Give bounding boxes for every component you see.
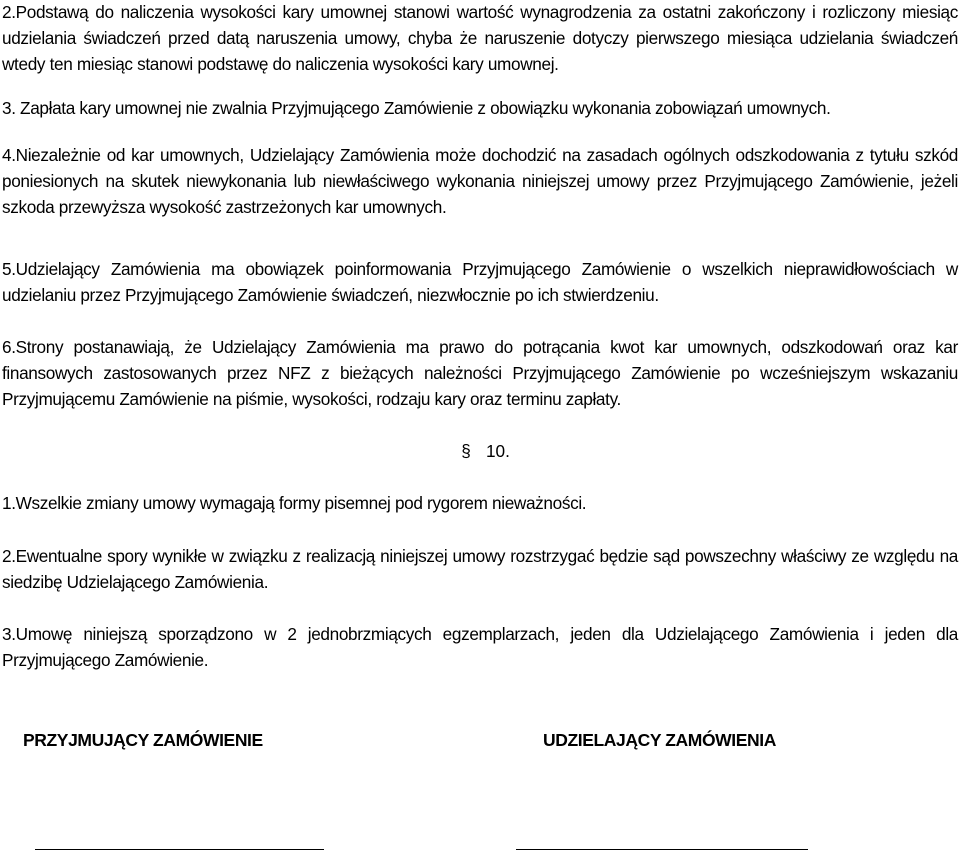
section-number: 10.	[486, 441, 510, 461]
paragraph-6: 6.Strony postanawiają, że Udzielający Zamówienia ma prawo do potrącania kwot kar umownych, odszkodowań oraz kar finansowych zastosowanych przez NFZ z bieżących należności Przyjmującego Zamówienie po wcześniejszym wskazaniu Przyjmującemu Zamówienie na piśmie, wysokości, rodzaju kary oraz terminu zapłaty.	[2, 337, 958, 409]
section-heading	[460, 438, 510, 464]
paragraph-4: 4.Niezależnie od kar umownych, Udzielający Zamówienia może dochodzić na zasadach ogólnych odszkodowania z tytułu szkód poniesionych na skutek niewykonania lub niewłaściwego wykonania niniejszej umowy przez Przyjmującego Zamówienie, jeżeli szkoda przewyższa wysokość zastrzeżonych kar umownych.	[2, 145, 958, 217]
signature-label-client: UDZIELAJĄCY ZAMÓWIENIA	[543, 730, 776, 750]
signature-line-client	[516, 849, 808, 850]
paragraph-3: 3. Zapłata kary umownej nie zwalnia Przyjmującego Zamówienie z obowiązku wykonania zobowiązań umownych.	[2, 98, 831, 118]
section10-paragraph-2: 2.Ewentualne spory wynikłe w związku z realizacją niniejszej umowy rozstrzygać będzie sąd powszechny właściwy ze względu na siedzibę Udzielającego Zamówienia.	[2, 546, 958, 592]
section10-paragraph-3: 3.Umowę niniejszą sporządzono w 2 jednobrzmiących egzemplarzach, jeden dla Udzielającego Zamówienia i jeden dla Przyjmującego Zamówienie.	[2, 624, 958, 670]
signature-line-contractor	[35, 849, 324, 850]
signature-label-contractor: PRZYJMUJĄCY ZAMÓWIENIE	[23, 730, 263, 750]
paragraph-2: 2.Podstawą do naliczenia wysokości kary umownej stanowi wartość wynagrodzenia za ostatni zakończony i rozliczony miesiąc udzielania świadczeń przed datą naruszenia umowy, chyba że naruszenie dotyczy pierwszego miesiąca udzielania świadczeń wtedy ten miesiąc stanowi podstawę do naliczenia wysokości kary umownej.	[2, 2, 958, 74]
section-symbol: §	[461, 441, 471, 461]
paragraph-5: 5.Udzielający Zamówienia ma obowiązek poinformowania Przyjmującego Zamówienie o wszelkich nieprawidłowościach w udzielaniu przez Przyjmującego Zamówienie świadczeń, niezwłocznie po ich stwierdzeniu.	[2, 259, 958, 305]
section10-paragraph-1: 1.Wszelkie zmiany umowy wymagają formy pisemnej pod rygorem nieważności.	[2, 493, 587, 513]
